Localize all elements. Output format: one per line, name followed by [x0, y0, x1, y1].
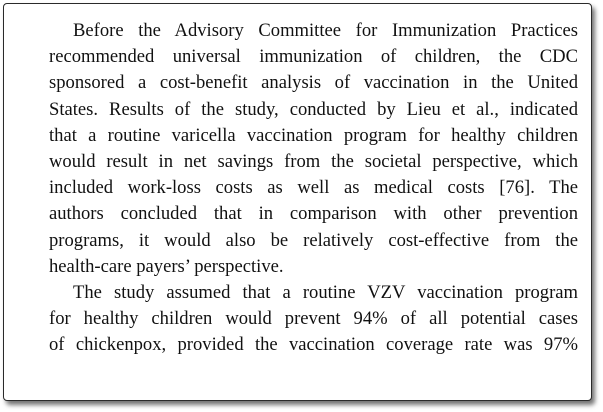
text-line: health-care payers’ perspective.	[49, 255, 284, 277]
text-line: that a routine varicella vaccination program for healthy children	[49, 124, 578, 146]
paragraph-1	[25, 18, 578, 280]
text-line: authors concluded that in comparison with other prevention	[49, 203, 578, 225]
document-body	[25, 18, 578, 359]
text-line: sponsored a cost-benefit analysis of vaccination in the United	[49, 72, 578, 94]
text-line: States. Results of the study, conducted by Lieu et al., indicated	[49, 98, 578, 120]
text-line: included work-loss costs as well as medical costs [76]. The	[49, 177, 578, 199]
paragraph-2	[25, 280, 578, 359]
text-line: for healthy children would prevent 94% of all potential cases	[49, 308, 578, 330]
text-line: would result in net savings from the societal perspective, which	[49, 151, 578, 173]
text-line: Before the Advisory Committee for Immunization Practices	[73, 20, 578, 41]
text-line: programs, it would also be relatively cost-effective from the	[49, 229, 578, 251]
text-line: of chickenpox, provided the vaccination coverage rate was 97%	[49, 334, 578, 356]
text-line: The study assumed that a routine VZV vaccination program	[73, 282, 578, 304]
text-line: recommended universal immunization of children, the CDC	[49, 46, 578, 68]
document-excerpt-frame	[3, 3, 592, 401]
